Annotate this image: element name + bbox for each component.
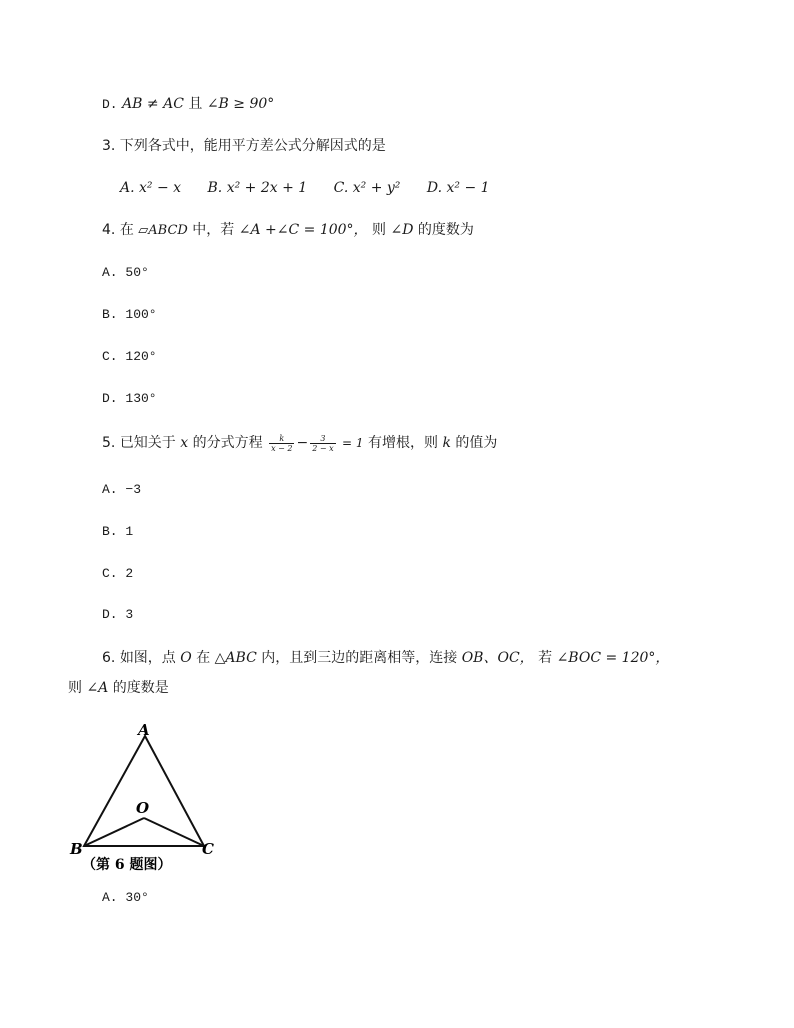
label-o: O (136, 799, 150, 817)
q4-option-b: B. 100° (102, 307, 157, 322)
q3-option-a: A. x² − x (120, 180, 182, 196)
q6-stem-line2: 则 ∠A 的度数是 (68, 680, 169, 696)
q3-option-b: B. x² + 2x + 1 (207, 180, 308, 196)
q6-triangle-figure (64, 718, 244, 878)
q4-parallelogram: ▱ABCD (138, 223, 188, 238)
q4-option-d: D. 130° (102, 391, 157, 406)
q3-stem: 3. 下列各式中，能用平方差公式分解因式的是 (102, 138, 386, 154)
q5-option-b: B. 1 (102, 524, 134, 539)
q5-option-a: A. −3 (102, 482, 142, 497)
q4-stem: 4. 在 ▱ABCD 中，若 ∠A +∠C = 100°， 则 ∠D 的度数为 (102, 222, 474, 238)
q2-option-d-angle: ∠B ≥ 90° (206, 96, 275, 112)
label-a: A (138, 721, 150, 739)
q3-options (120, 178, 490, 198)
label-c: C (202, 840, 214, 858)
q4-option-a: A. 50° (102, 265, 149, 280)
triangle-abc (84, 736, 204, 846)
q2-option-d-math: AB ≠ AC (122, 96, 184, 112)
segment-ob (84, 818, 144, 846)
q6-option-a: A. 30° (102, 890, 149, 905)
label-b: B (70, 840, 83, 858)
q6-stem-line1: 6. 如图，点 O 在 △ABC 内，且到三边的距离相等，连接 OB、OC， 若 ∠BOC = 120°， (102, 650, 670, 666)
q5-stem: 5. 已知关于 x 的分式方程 $\frac{k}{x - 2}$ − $\frac{3}{2 - x}$ = 1 有增根，则 k 的值为 (102, 433, 498, 453)
q2-option-d: D. AB ≠ AC 且 ∠B ≥ 90° (102, 96, 275, 112)
segment-oc (144, 818, 204, 846)
q5-fraction-2: $\frac{3}{2 - x}$ (312, 433, 334, 453)
q4-target: ∠D (390, 222, 414, 238)
q4-option-c: C. 120° (102, 349, 157, 364)
q5-option-d: D. 3 (102, 607, 134, 622)
q5-option-c: C. 2 (102, 566, 134, 581)
q3-option-d: D. x² − 1 (426, 180, 490, 196)
q4-condition: ∠A +∠C = 100°， (238, 222, 368, 238)
q3-option-c: C. x² + y² (333, 180, 401, 196)
figure-caption: （第 6 题图） (82, 857, 172, 873)
q5-fraction-1: $\frac{k}{x - 2}$ (271, 433, 293, 453)
